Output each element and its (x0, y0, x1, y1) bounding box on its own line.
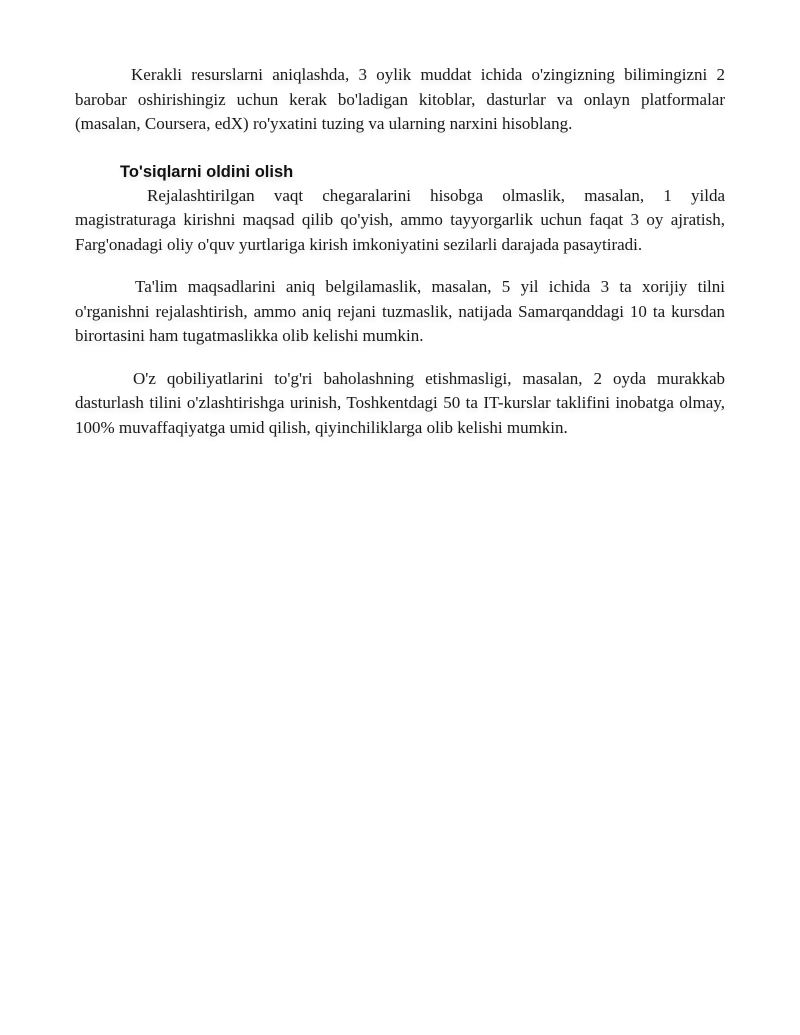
spacer (75, 257, 725, 275)
document-page (75, 63, 725, 440)
paragraph-time-limits: Rejalashtirilgan vaqt chegaralarini hisobga olmaslik, masalan, 1 yilda magistraturaga kirishni maqsad qilib qo'yish, ammo tayyorgarlik uchun faqat 3 oy ajratish, Farg'onadagi oliy o'quv yurtlariga kirish imkoniyatini sezilarli darajada pasaytiradi. (75, 185, 725, 254)
paragraph-goals: Ta'lim maqsadlarini aniq belgilamaslik, masalan, 5 yil ichida 3 ta xorijiy tilni o'rganishni rejalashtirish, ammo aniq rejani tuzmaslik, natijada Samarqanddagi 10 ta kursdan birortasini ham tugatmaslikka olib kelishi mumkin. (75, 277, 725, 345)
section-heading: To'siqlarni oldini olish (120, 162, 294, 181)
paragraph-abilities: O'z qobiliyatlarini to'g'ri baholashning etishmasligi, masalan, 2 oyda murakkab dasturlash tilini o'zlashtirishga urinish, Toshkentdagi 50 ta IT-kurslar taklifini inobatga olmay, 100% muvaffaqiyatga umid qilish, qiyinchiliklarga olib kelishi mumkin. (75, 368, 725, 437)
spacer (75, 349, 725, 367)
spacer (75, 137, 725, 161)
paragraph-resources: Kerakli resurslarni aniqlashda, 3 oylik muddat ichida o'zingizning bilimingizni 2 barobar oshirishingiz uchun kerak bo'ladigan kitoblar, dasturlar va onlayn platformalar (masalan, Coursera, edX) ro'yxatini tuzing va ularning narxini hisoblang. (75, 65, 725, 133)
